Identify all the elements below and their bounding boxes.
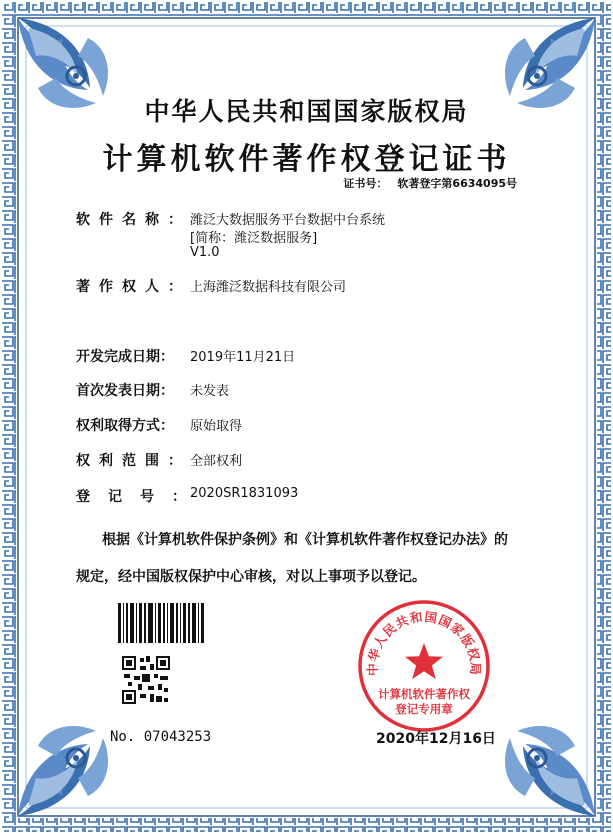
acquisition-method-label: 权利取得方式： <box>76 418 174 434</box>
first-publish-label: 首次发表日期： <box>76 383 174 399</box>
acquisition-method-value: 原始取得 <box>190 419 243 434</box>
legal-basis-line1: 根据《计算机软件保护条例》和《计算机软件著作权登记办法》的 <box>102 532 508 548</box>
seal-inner-line1: 计算机软件著作权 <box>378 687 470 701</box>
legal-basis-line2: 规定，经中国版权保护中心审核，对以上事项予以登记。 <box>76 569 426 585</box>
certificate-number-label: 证书号： <box>343 177 388 190</box>
owner-value: 上海潍泛数据科技有限公司 <box>190 280 347 295</box>
certificate-number <box>343 175 527 191</box>
completion-date-value: 2019年11月21日 <box>190 350 296 365</box>
serial-number: No. 07043253 <box>110 729 212 745</box>
completion-date-label: 开发完成日期： <box>76 349 174 365</box>
rights-scope-value: 全部权利 <box>190 454 243 469</box>
rights-scope-label: 权利范围： <box>76 453 191 469</box>
seal-outer-text: 中华人民共和国国家版权局 <box>364 608 484 676</box>
first-publish-value: 未发表 <box>190 384 230 399</box>
software-name-value: 潍泛大数据服务平台数据中台系统 <box>190 213 386 228</box>
qr-code <box>122 656 170 704</box>
certificate-number-value: 软著登字第6634095号 <box>397 177 517 190</box>
official-seal <box>356 598 492 734</box>
barcode <box>118 603 206 643</box>
issuing-authority: 中华人民共和国国家版权局 <box>144 97 469 126</box>
star-icon <box>405 643 443 679</box>
registration-number-value: 2020SR1831093 <box>190 486 299 501</box>
registration-number-label: 登记号： <box>76 489 204 505</box>
certificate-title: 计算机软件著作权登记证书 <box>102 142 511 177</box>
software-short-name: [简称：潍泛数据服务] <box>190 231 318 246</box>
software-name-label: 软件名称： <box>76 212 191 228</box>
seal-inner-line2: 登记专用章 <box>395 702 453 716</box>
issue-date: 2020年12月16日 <box>376 731 496 747</box>
owner-label: 著作权人： <box>76 279 191 295</box>
software-version: V1.0 <box>190 245 220 260</box>
